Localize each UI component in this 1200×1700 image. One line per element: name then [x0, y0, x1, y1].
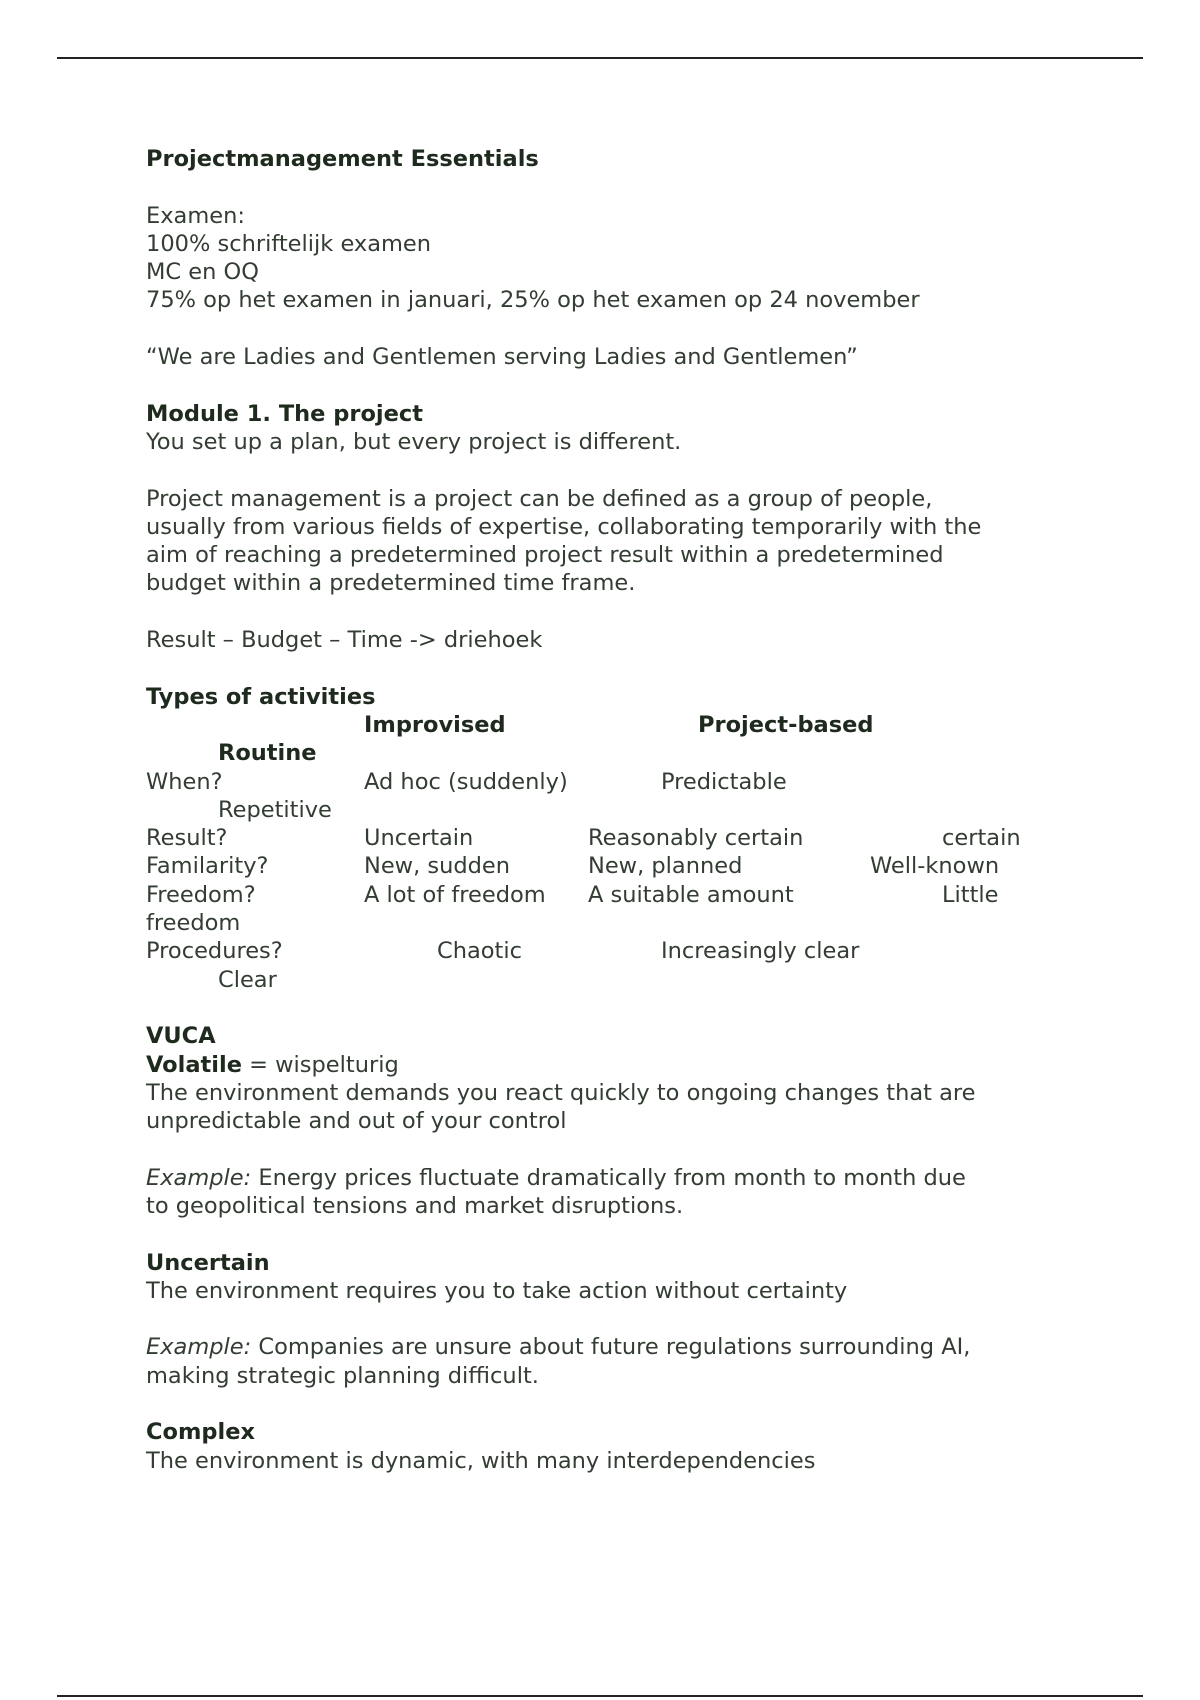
cell-improvised: Uncertain	[364, 825, 474, 852]
table-row	[146, 824, 1076, 852]
cell-project: Predictable	[661, 768, 787, 795]
exam-line: 75% op het examen in januari, 25% op het examen op 24 november	[146, 287, 920, 314]
definition-line: Project management is a project can be defined as a group of people,	[146, 485, 933, 512]
cell-routine: Well-known	[870, 853, 1000, 880]
volatile-line: The environment demands you react quickly to ongoing changes that are	[146, 1079, 976, 1106]
volatile-example-cont: to geopolitical tensions and market disruptions.	[146, 1192, 684, 1219]
triangle-line: Result – Budget – Time -> driehoek	[146, 627, 543, 654]
cell-routine: Repetitive	[218, 796, 332, 823]
cell-routine: certain	[942, 825, 1021, 852]
footer-rule	[57, 1695, 1143, 1697]
table-row	[146, 852, 1076, 880]
uncertain-example	[146, 1333, 1076, 1361]
volatile-example	[146, 1164, 1076, 1192]
cell-project: New, planned	[588, 853, 743, 880]
activities-header-row	[146, 711, 1076, 739]
definition-line: usually from various fields of expertise, collaborating temporarily with the	[146, 513, 982, 540]
cell-project: Increasingly clear	[661, 938, 860, 965]
cell-routine-cont: freedom	[146, 910, 241, 937]
table-row	[146, 937, 1076, 965]
table-row	[146, 768, 1076, 796]
row-label: Freedom?	[146, 881, 256, 908]
row-label: Result?	[146, 825, 228, 852]
volatile-line: unpredictable and out of your control	[146, 1108, 567, 1135]
example-text: Companies are unsure about future regulations surrounding AI,	[251, 1334, 971, 1361]
uncertain-heading: Uncertain	[146, 1249, 270, 1276]
example-text: Energy prices fluctuate dramatically from month to month due	[251, 1164, 966, 1191]
row-label: When?	[146, 768, 223, 795]
activities-heading: Types of activities	[146, 683, 376, 710]
cell-improvised: Ad hoc (suddenly)	[364, 768, 568, 795]
activities-header-row-cont	[146, 739, 1076, 767]
cell-project: Reasonably certain	[588, 825, 804, 852]
module1-heading: Module 1. The project	[146, 400, 423, 427]
motto-quote: “We are Ladies and Gentlemen serving Ladies and Gentlemen”	[146, 344, 858, 371]
volatile-translation: = wispelturig	[241, 1051, 399, 1078]
uncertain-example-cont: making strategic planning difficult.	[146, 1362, 539, 1389]
table-row-cont	[146, 796, 1076, 824]
definition-line: aim of reaching a predetermined project result within a predetermined	[146, 542, 944, 569]
col-routine-header: Routine	[218, 740, 317, 767]
col-project-header: Project-based	[698, 711, 874, 738]
cell-routine: Little	[942, 881, 999, 908]
module1-intro: You set up a plan, but every project is different.	[146, 428, 682, 455]
cell-improvised: New, sudden	[364, 853, 511, 880]
volatile-term-line	[146, 1051, 1076, 1079]
cell-improvised: A lot of freedom	[364, 881, 546, 908]
col-improvised-header: Improvised	[364, 711, 506, 738]
row-label: Procedures?	[146, 938, 283, 965]
complex-heading: Complex	[146, 1419, 256, 1446]
document-body	[146, 145, 1076, 1475]
table-row-cont	[146, 966, 1076, 994]
example-label: Example:	[146, 1164, 252, 1191]
volatile-term: Volatile	[146, 1051, 242, 1078]
complex-line: The environment is dynamic, with many interdependencies	[146, 1447, 816, 1474]
cell-improvised: Chaotic	[437, 938, 522, 965]
table-row-cont	[146, 909, 1076, 937]
definition-line: budget within a predetermined time frame.	[146, 570, 636, 597]
table-row	[146, 881, 1076, 909]
cell-routine: Clear	[218, 966, 277, 993]
example-label: Example:	[146, 1334, 252, 1361]
exam-line: MC en OQ	[146, 259, 259, 286]
uncertain-line: The environment requires you to take action without certainty	[146, 1277, 848, 1304]
cell-project: A suitable amount	[588, 881, 794, 908]
document-title: Projectmanagement Essentials	[146, 146, 539, 172]
exam-label: Examen:	[146, 202, 245, 229]
vuca-heading: VUCA	[146, 1023, 216, 1050]
exam-line: 100% schriftelijk examen	[146, 230, 432, 257]
row-label: Familarity?	[146, 853, 269, 880]
header-rule	[57, 57, 1143, 59]
